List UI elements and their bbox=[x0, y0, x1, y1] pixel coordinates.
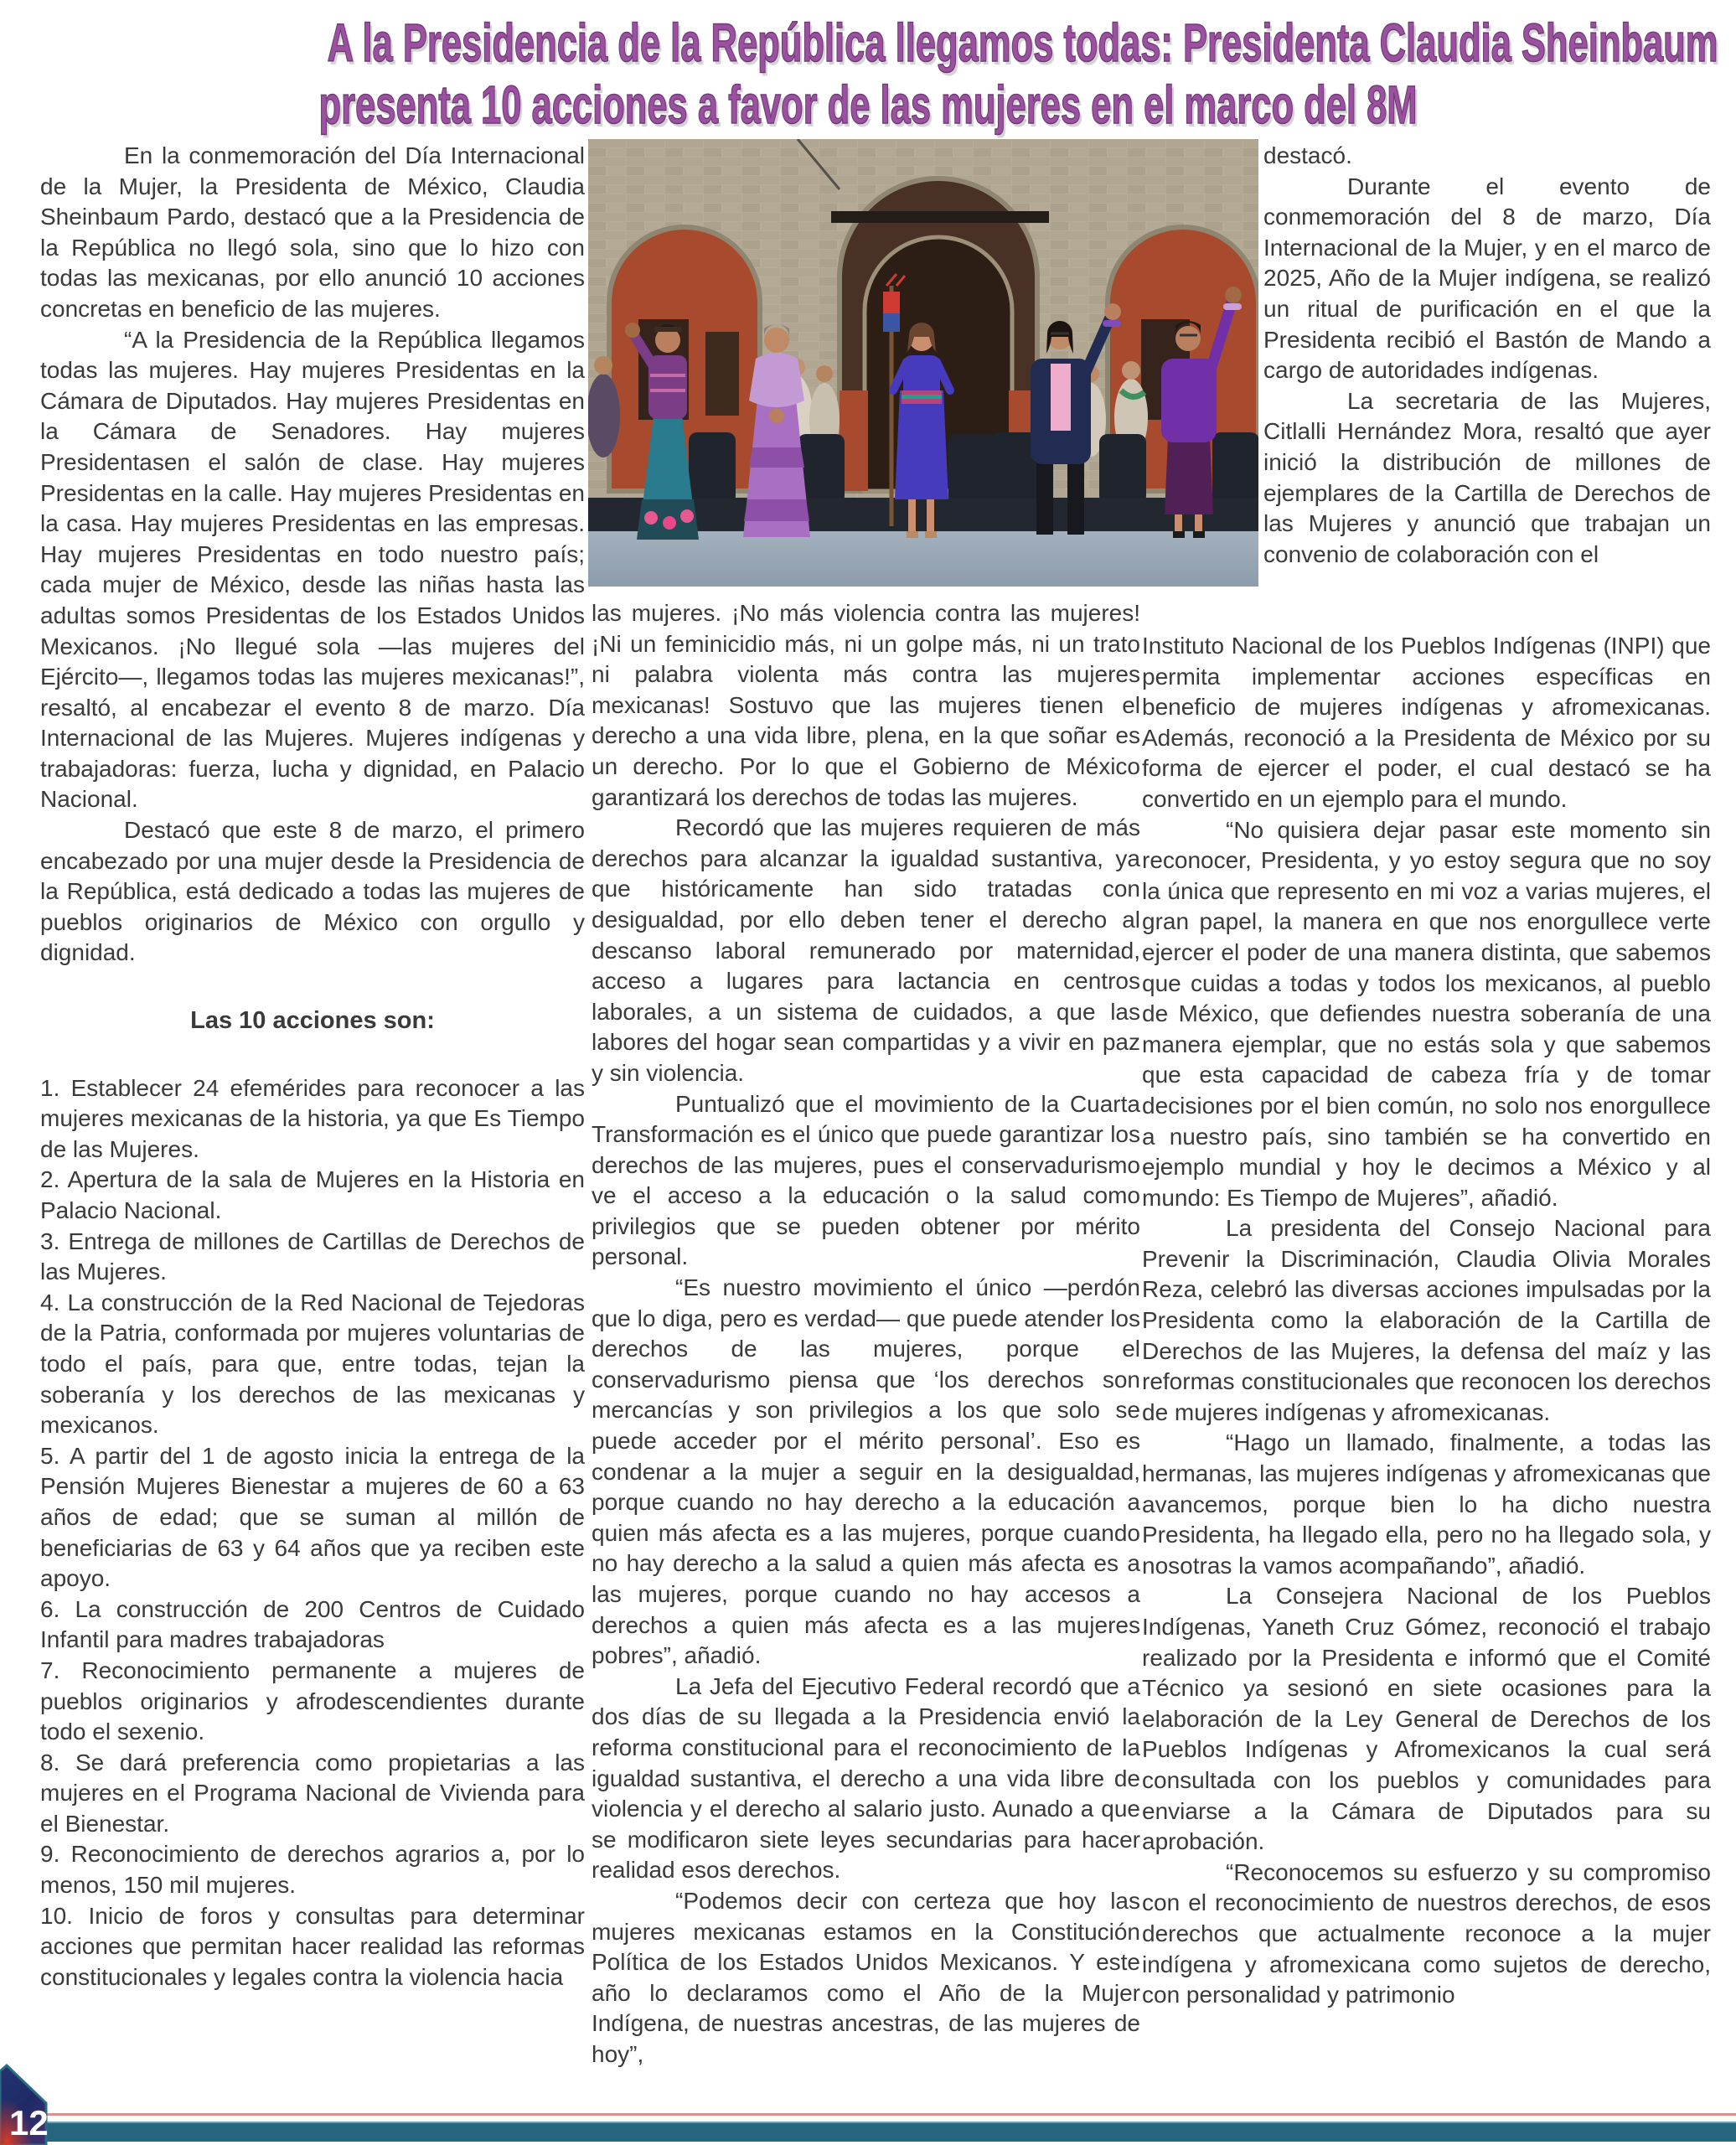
page-number: 12 bbox=[9, 2103, 49, 2142]
column-3-narrow bbox=[1263, 141, 1711, 632]
paragraph: “Es nuestro movimiento el único —perdón que lo diga, pero es verdad— que puede atender los derechos de las mujeres, porque el conservadurismo piensa que ‘los derechos son mercancías y son privilegios a los que solo se puede acceder por el mérito personal’. Eso es condenar a la mujer a seguir en la desigualdad, porque cuando no hay derecho a la educación a quien más afecta es a las mujeres, porque cuando no hay derecho a la salud a quien más afecta es a las mujeres, porque cuando no hay accesos a derechos a quien más afecta es a las mujeres pobres”, añadió. bbox=[592, 1274, 1140, 1669]
paragraph: Destacó que este 8 de marzo, el primero encabezado por una mujer desde la Presidencia de la República, está dedicado a todas las mujeres de pueblos originarios de México con orgullo y dignidad. bbox=[40, 817, 585, 966]
actions-list bbox=[40, 1073, 585, 1993]
paragraph: 7. Reconocimiento permanente a mujeres de pueblos originarios y afrodescendientes durante todo el sexenio. bbox=[40, 1657, 585, 1745]
paragraph: “A la Presidencia de la República llegamos todas las mujeres. Hay mujeres Presidentas en la Cámara de Diputados. Hay mujeres Presidentas en la Cámara de Senadores. Hay mujeres Presidentasen el salón de clase. Hay mujeres Presidentas en la calle. Hay mujeres Presidentas en la casa. Hay mujeres Presidentas en las empresas. Hay mujeres Presidentas en todo nuestro país; cada mujer de México, desde las niñas hasta las adultas somos Presidentas de los Estados Unidos Mexicanos. ¡No llegué sola —las mujeres del Ejército—, llegamos todas las mujeres mexicanas!”, resaltó, al encabezar el evento 8 de marzo. Día Internacional de las Mujeres. Mujeres indígenas y trabajadoras: fuerza, lucha y dignidad, en Palacio Nacional. bbox=[40, 326, 585, 813]
page-badge-shape bbox=[0, 2055, 52, 2145]
event-photo-illustration bbox=[588, 139, 1258, 587]
footer-teal-bar bbox=[0, 2122, 1736, 2142]
paragraph: 6. La construcción de 200 Centros de Cuidado Infantil para madres trabajadoras bbox=[40, 1595, 585, 1653]
article-headline bbox=[0, 12, 1736, 136]
paragraph: “Podemos decir con certeza que hoy las mujeres mexicanas estamos en la Constitución Política de los Estados Unidos Mexicanos. Y este año lo declaramos como el Año de la Mujer Indígena, de nuestras ancestras, de las mujeres de hoy”, bbox=[592, 1887, 1140, 2067]
paragraph: 9. Reconocimiento de derechos agrarios a, por lo menos, 150 mil mujeres. bbox=[40, 1841, 585, 1899]
paragraph: En la conmemoración del Día Internacional de la Mujer, la Presidenta de México, Claudia Sheinbaum Pardo, destacó que a la Presidencia de la República no llegó sola, sino que lo hizo con todas las mexicanas, por ello anunció 10 acciones concretas en beneficio de las mujeres. bbox=[40, 142, 585, 322]
headline-line-1: A la Presidencia de la República llegamos todas: Presidenta Claudia Sheinbaum bbox=[327, 13, 1718, 73]
paragraph: “No quisiera dejar pasar este momento sin reconocer, Presidenta, y yo estoy segura que no soy la única que represento en mi voz a varias mujeres, el gran papel, la manera en que nos enorgullece verte ejercer el poder de una manera distinta, que sabemos que cuidas a todas y todos los mexicanos, al pueblo de México, que defiendes nuestra soberanía de una manera ejemplar, que no estás sola y que sabemos que esta capacidad de cabeza fría y de tomar decisiones por el bien común, no solo nos enorgullece a nuestro país, sino también se ha convertido en ejemplo mundial y hoy le decimos a México y al mundo: Es Tiempo de Mujeres”, añadió. bbox=[1142, 816, 1711, 1211]
page-number-badge bbox=[0, 2055, 52, 2145]
column-2 bbox=[592, 598, 1140, 2108]
paragraph: La secretaria de las Mujeres, Citlalli Hernández Mora, resaltó que ayer inició la distribución de millones de ejemplares de la Cartilla de Derechos de las Mujeres y anunció que trabajan un convenio de colaboración con el bbox=[1263, 387, 1711, 567]
paragraph: La Jefa del Ejecutivo Federal recordó que a dos días de su llegada a la Presidencia envió la reforma constitucional para el reconocimiento de la igualdad sustantiva, el derecho a una vida libre de violencia y el derecho al salario justo. Aunado a que se modificaron siete leyes secundarias para hacer realidad esos derechos. bbox=[592, 1672, 1140, 1884]
headline-line-2: presenta 10 acciones a favor de las mujeres en el marco del 8M bbox=[318, 75, 1418, 135]
paragraph: destacó. bbox=[1263, 142, 1352, 168]
column-1 bbox=[40, 141, 585, 2110]
column-3-wide bbox=[1142, 631, 1711, 2111]
paragraph: 1. Establecer 24 efemérides para reconocer a las mujeres mexicanas de la historia, ya que Es Tiempo de las Mujeres. bbox=[40, 1074, 585, 1162]
paragraph: La Consejera Nacional de los Pueblos Indígenas, Yaneth Cruz Gómez, reconoció el trabajo realizado por la Presidenta e informó que el Comité Técnico ya sesionó en siete ocasiones para la elaboración de la Ley General de Derechos de los Pueblos Indígenas y Afromexicanos la cual será consultada con los pueblos y comunidades para enviarse a la Cámara de Diputados para su aprobación. bbox=[1142, 1583, 1711, 1855]
paragraph: Instituto Nacional de los Pueblos Indígenas (INPI) que permita implementar acciones específicas en beneficio de mujeres indígenas y afromexicanas. Además, reconoció a la Presidenta de México por su forma de ejercer el poder, el cual destacó se ha convertido en un ejemplo para el mundo. bbox=[1142, 633, 1711, 812]
paragraph: 3. Entrega de millones de Cartillas de Derechos de las Mujeres. bbox=[40, 1228, 585, 1285]
col1-intro-paragraphs bbox=[40, 141, 585, 969]
paragraph: 10. Inicio de foros y consultas para determinar acciones que permitan hacer realidad las reformas constitucionales y legales contra la violencia hacia bbox=[40, 1902, 585, 1990]
paragraph: La presidenta del Consejo Nacional para Prevenir la Discriminación, Claudia Olivia Morales Reza, celebró las diversas acciones impulsadas por la Presidenta como la elaboración de la Cartilla de Derechos de las Mujeres, la defensa del maíz y las reformas constitucionales que reconocen los derechos de mujeres indígenas y afromexicanas. bbox=[1142, 1215, 1711, 1425]
actions-heading: Las 10 acciones son: bbox=[190, 1007, 435, 1035]
event-photo bbox=[588, 139, 1258, 587]
paragraph: Recordó que las mujeres requieren de más derechos para alcanzar la igualdad sustantiva, ya que históricamente han sido tratadas con desigualdad, por ello deben tener el derecho al descanso laboral remunerado por maternidad, acceso a lugares para lactancia en centros laborales, a un sistema de cuidados, a que las labores del hogar sean compartidas y a vivir en paz y sin violencia. bbox=[592, 814, 1140, 1086]
paragraph: 4. La construcción de la Red Nacional de Tejedoras de la Patria, conformada por mujeres voluntarias de todo el país, para que, entre todas, tejan la soberanía y los derechos de las mexicanas y mexicanos. bbox=[40, 1289, 585, 1439]
paragraph: 5. A partir del 1 de agosto inicia la entrega de la Pensión Mujeres Bienestar a mujeres de 60 a 63 años de edad; que se suman al millón de beneficiarias de 63 y 64 años que ya reciben este apoyo. bbox=[40, 1442, 585, 1592]
paragraph: las mujeres. ¡No más violencia contra las mujeres! ¡Ni un feminicidio más, ni un golpe más, ni un trato ni palabra violenta más contra las mujeres mexicanas! Sostuvo que las mujeres tienen el derecho a una vida libre, plena, en la que soñar es un derecho. Por lo que el Gobierno de México garantizará los derechos de todas las mujeres. bbox=[592, 600, 1140, 810]
paragraph: 2. Apertura de la sala de Mujeres en la Historia en Palacio Nacional. bbox=[40, 1166, 585, 1223]
paragraph: Puntualizó que el movimiento de la Cuarta Transformación es el único que puede garantizar los derechos de las mujeres, pues el conservadurismo ve el acceso a la educación o la salud como privilegios que se pueden obtener por mérito personal. bbox=[592, 1090, 1140, 1270]
paragraph: “Hago un llamado, finalmente, a todas las hermanas, las mujeres indígenas y afromexicanas que avancemos, porque bien lo ha dicho nuestra Presidenta, ha llegado ella, pero no ha llegado sola, y nosotras la vamos acompañando”, añadió. bbox=[1142, 1429, 1711, 1579]
paragraph: Durante el evento de conmemoración del 8 de marzo, Día Internacional de la Mujer, y en el marco de 2025, Año de la Mujer indígena, se realizó un ritual de purificación en el que la Presidenta recibió el Bastón de Mando a cargo de autoridades indígenas. bbox=[1263, 173, 1711, 384]
paragraph: “Reconocemos su esfuerzo y su compromiso con el reconocimiento de nuestros derechos, de esos derechos que actualmente reconoce a la mujer indígena y afromexicana como sujetos de derecho, con personalidad y patrimonio bbox=[1142, 1858, 1711, 2008]
paragraph: 8. Se dará preferencia como propietarias a las mujeres en el Programa Nacional de Vivienda para el Bienestar. bbox=[40, 1749, 585, 1837]
footer-pink-rule bbox=[0, 2113, 1736, 2116]
